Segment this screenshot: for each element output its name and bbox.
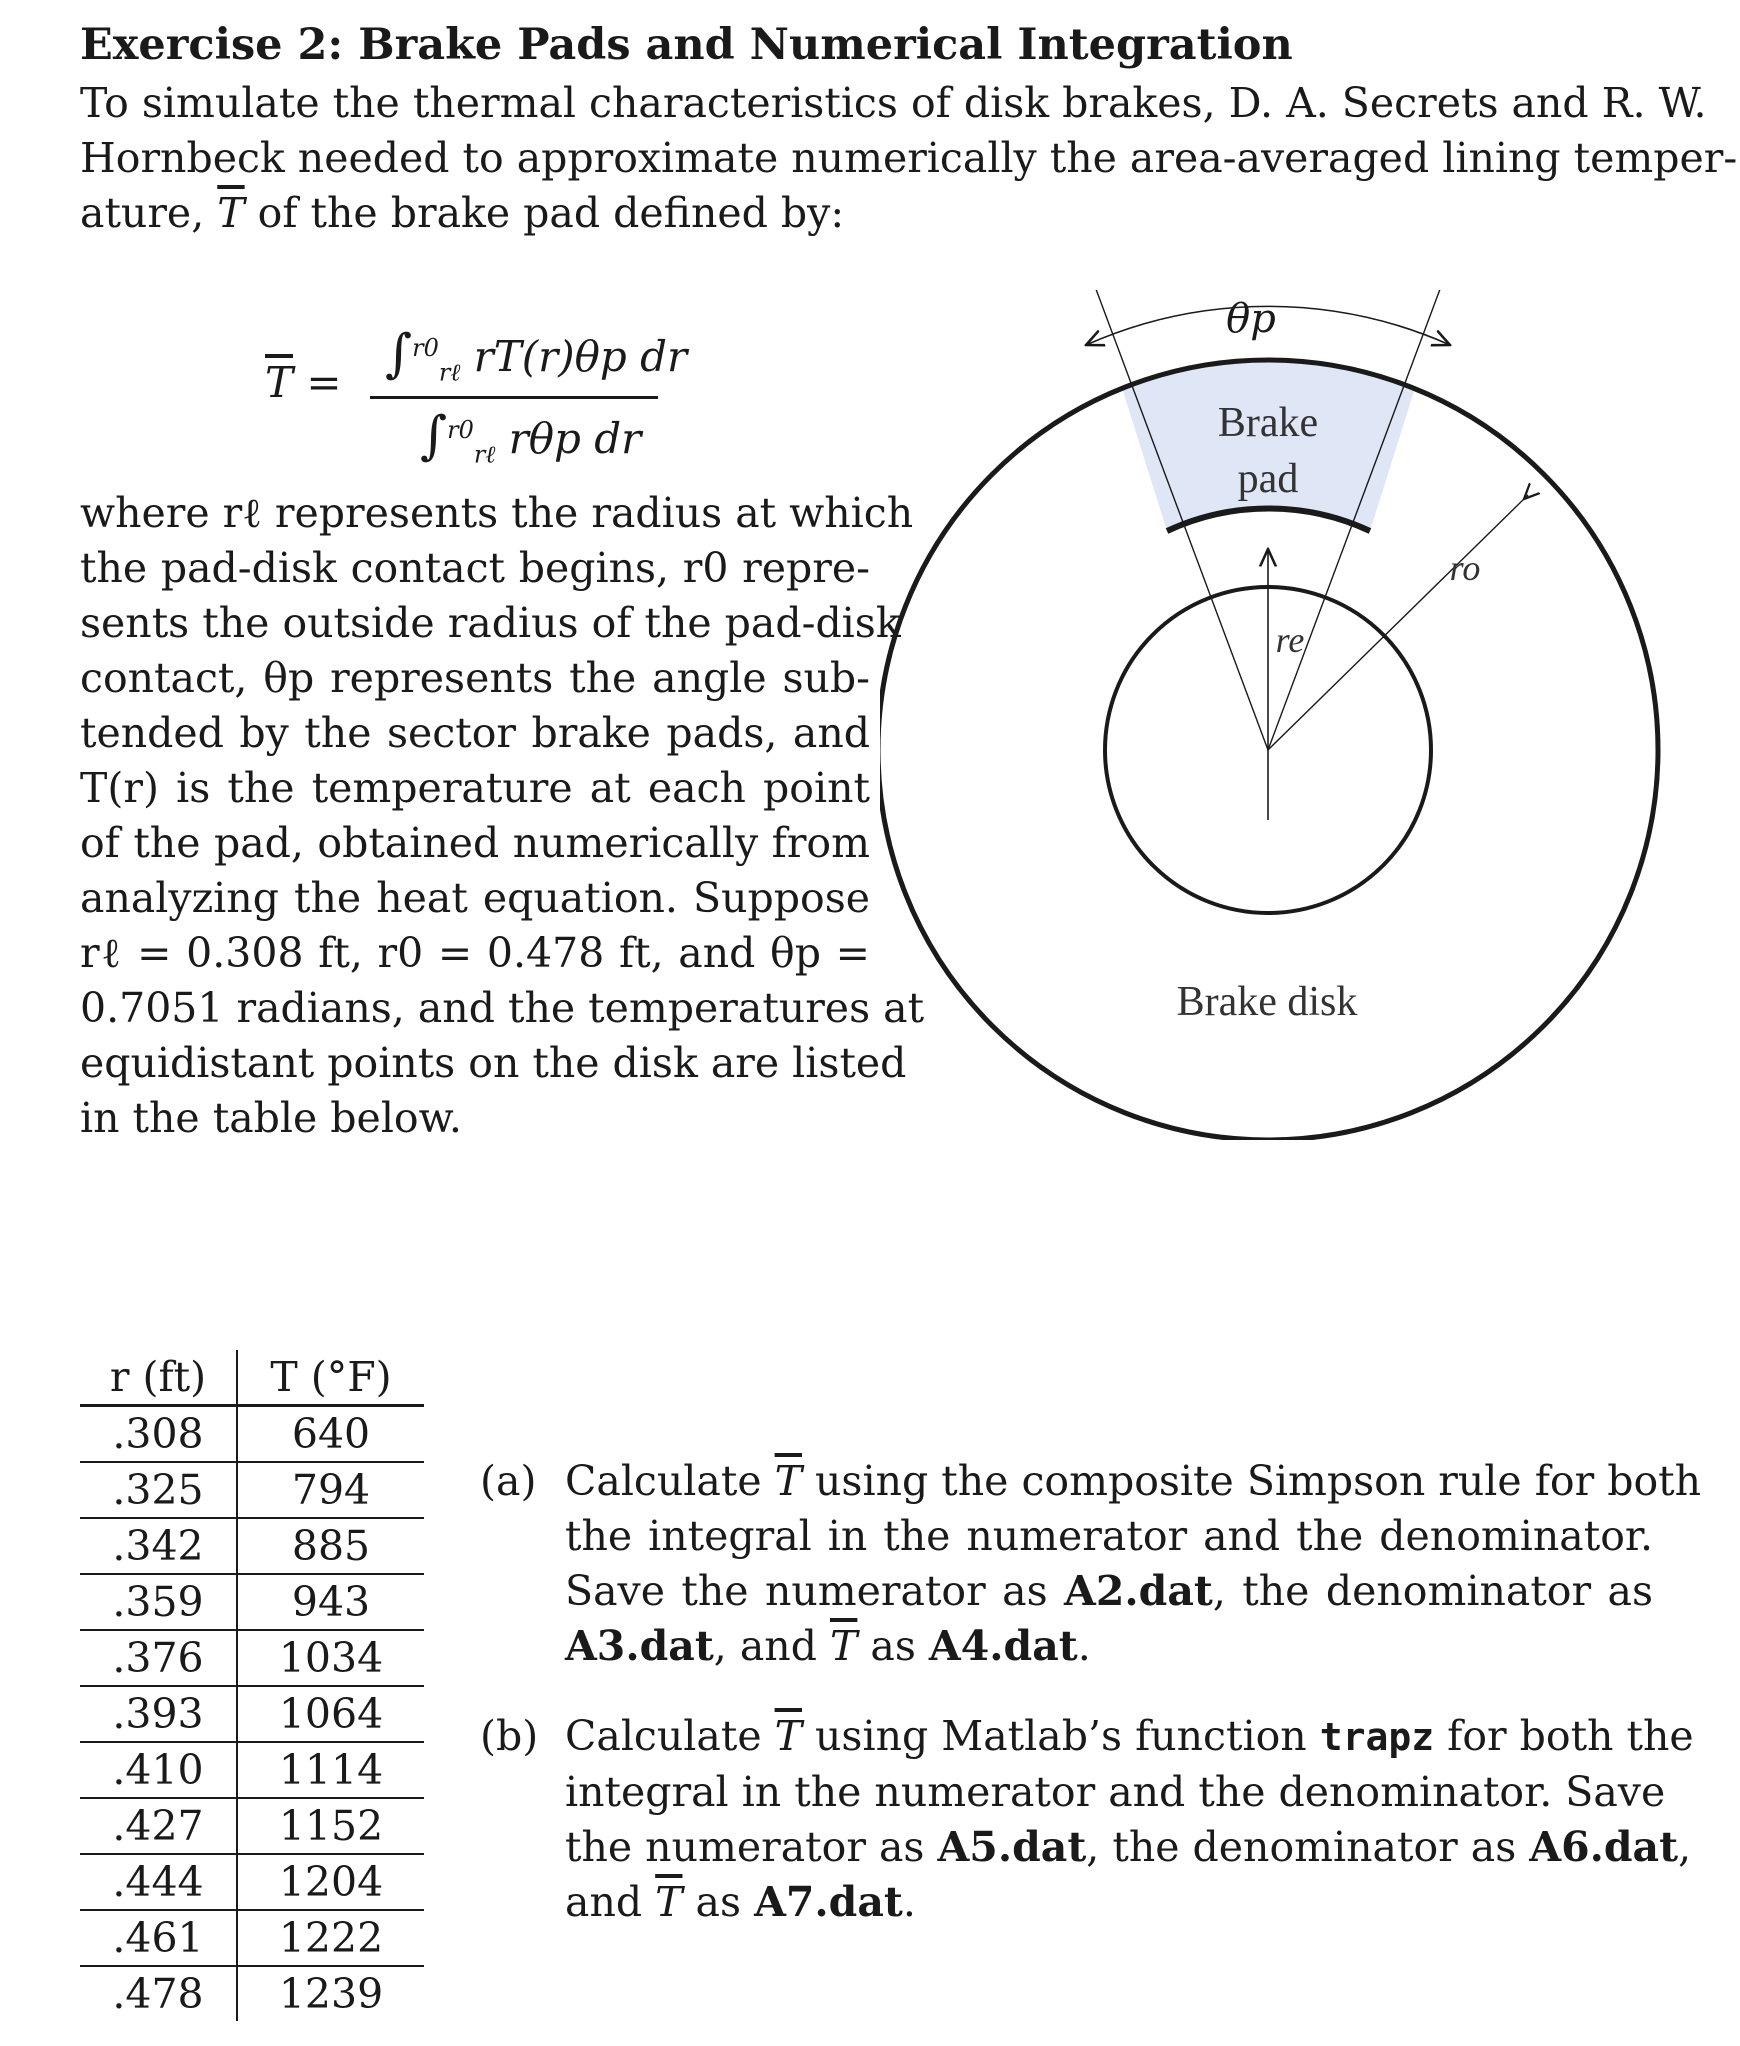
fraction-bar (370, 396, 658, 399)
desc-line: tended by the sector brake pads, and (80, 709, 870, 757)
cell-radius: .393 (80, 1686, 237, 1742)
desc-line: sents the outside radius of the pad-disk (80, 599, 901, 647)
r-outer-arrow (1268, 495, 1528, 750)
table-row (80, 1630, 424, 1686)
cell-temperature: 1064 (237, 1686, 424, 1742)
r-outer-arrow-tip (1524, 495, 1528, 499)
cell-temperature: 885 (237, 1518, 424, 1574)
table-row (80, 1854, 424, 1910)
intro-line: To simulate the thermal characteristics of disk brakes, D. A. Secrets and R. W. (80, 79, 1707, 127)
task-a-line: Calculate $\overline{T}$ using the composite Simpson rule for both (565, 1457, 1702, 1505)
table-row (80, 1966, 424, 2021)
cell-radius: .410 (80, 1742, 237, 1798)
desc-line: where rℓ represents the radius at which (80, 489, 914, 537)
theta-label: θp (1226, 296, 1276, 342)
cell-radius: .359 (80, 1574, 237, 1630)
cell-temperature: 1114 (237, 1742, 424, 1798)
desc-line: T(r) is the temperature at each point (80, 764, 870, 812)
cell-temperature: 1034 (237, 1630, 424, 1686)
t-bar-symbol: $\overline{T}$ (217, 189, 245, 237)
desc-line: the pad-disk contact begins, r0 repre- (80, 544, 870, 592)
task-b-text (565, 1709, 1694, 1930)
task-b-line: integral in the numerator and the denominator. Save (565, 1768, 1666, 1816)
desc-line: 0.7051 radians, and the temperatures at (80, 984, 925, 1032)
formula-numerator: ∫$^{r0}_{r\ell}$ rT(r)θp dr (385, 324, 688, 387)
task-b-line: the numerator as A5.dat, the denominator as A6.dat, (565, 1823, 1692, 1871)
cell-radius: .342 (80, 1518, 237, 1574)
cell-radius: .376 (80, 1630, 237, 1686)
brake-disk-label: Brake disk (1176, 979, 1358, 1025)
cell-radius: .325 (80, 1462, 237, 1518)
table-header-row (80, 1350, 424, 1406)
cell-temperature: 794 (237, 1462, 424, 1518)
cell-radius: .444 (80, 1854, 237, 1910)
desc-line: in the table below. (80, 1094, 462, 1142)
brake-pad-label-2: pad (1237, 456, 1299, 502)
task-a-line: the integral in the numerator and the denominator. (565, 1512, 1653, 1560)
cell-temperature: 943 (237, 1574, 424, 1630)
trapz-code: trapz (1319, 1715, 1435, 1759)
table-row (80, 1574, 424, 1630)
task-a-label: (a) (480, 1457, 537, 1505)
task-a-line: A3.dat, and $\overline{T}$ as A4.dat. (565, 1622, 1091, 1670)
cell-temperature: 1222 (237, 1910, 424, 1966)
desc-line: rℓ = 0.308 ft, r0 = 0.478 ft, and θp = (80, 929, 870, 977)
cell-temperature: 1204 (237, 1854, 424, 1910)
table-row (80, 1462, 424, 1518)
brake-diagram (880, 290, 1670, 1140)
temperature-table (80, 1350, 424, 2021)
column-header-radius: r (ft) (80, 1350, 237, 1406)
brake-pad-label: Brake (1217, 400, 1319, 446)
task-a-text (565, 1454, 1702, 1674)
r-outer-label: ro (1449, 548, 1481, 588)
cell-radius: .427 (80, 1798, 237, 1854)
cell-radius: .478 (80, 1966, 237, 2021)
cell-temperature: 640 (237, 1406, 424, 1463)
table-row (80, 1798, 424, 1854)
task-b-line: and $\overline{T}$ as A7.dat. (565, 1878, 916, 1926)
intro-line: ature, $\overline{T}$ of the brake pad defined by: (80, 189, 845, 237)
table-row (80, 1406, 424, 1463)
desc-line: analyzing the heat equation. Suppose (80, 874, 870, 922)
desc-line: contact, θp represents the angle sub- (80, 654, 870, 702)
table-row (80, 1742, 424, 1798)
formula-lhs: $\overline{T}$ = (265, 358, 342, 407)
table-row (80, 1518, 424, 1574)
desc-line: of the pad, obtained numerically from (80, 819, 870, 867)
cell-radius: .461 (80, 1910, 237, 1966)
task-b-label: (b) (480, 1712, 539, 1760)
description-paragraph (80, 486, 925, 1146)
r-inner-label: re (1275, 620, 1305, 660)
formula-denominator: ∫$^{r0}_{r\ell}$ rθp dr (420, 406, 642, 469)
column-header-temperature: T (°F) (237, 1350, 424, 1406)
intro-line: Hornbeck needed to approximate numerically the area-averaged lining temper- (80, 134, 1738, 182)
cell-radius: .308 (80, 1406, 237, 1463)
intro-paragraph (80, 76, 1738, 241)
table-row (80, 1686, 424, 1742)
task-a-line: Save the numerator as A2.dat, the denominator as (565, 1567, 1653, 1615)
desc-line: equidistant points on the disk are listed (80, 1039, 907, 1087)
cell-temperature: 1239 (278, 1970, 384, 2018)
exercise-title: Exercise 2: Brake Pads and Numerical Integration (80, 20, 1293, 70)
cell-temperature: 1152 (237, 1798, 424, 1854)
table-row (80, 1910, 424, 1966)
task-b-line: Calculate $\overline{T}$ using Matlab’s function trapz for both the (565, 1712, 1694, 1760)
